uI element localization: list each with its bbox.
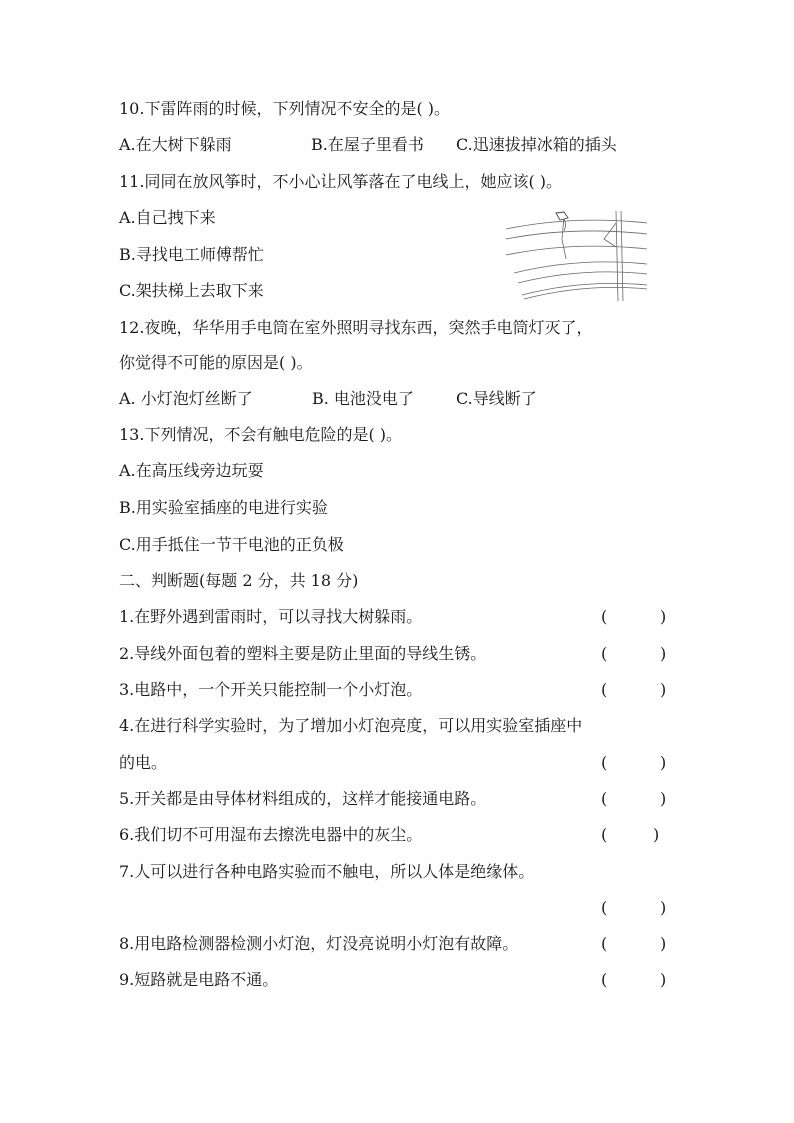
tf-item-1: 1.在野外遇到雷雨时，可以寻找大树躲雨。 xyxy=(119,607,423,626)
q12-stem-line2: 你觉得不可能的原因是( )。 xyxy=(119,353,313,372)
q10-option-a: A.在大树下躲雨 xyxy=(119,135,232,154)
q11-option-a: A.自己拽下来 xyxy=(119,208,216,227)
section-heading: 二、判断题(每题 2 分，共 18 分) xyxy=(119,571,359,590)
q11-option-b: B.寻找电工师傅帮忙 xyxy=(119,245,264,264)
q13-option-a: A.在高压线旁边玩耍 xyxy=(119,461,264,480)
tf-item-4: 4.在进行科学实验时，为了增加小灯泡亮度，可以用实验室插座中 xyxy=(119,716,583,735)
q13-stem: 13.下列情况，不会有触电危险的是( )。 xyxy=(119,425,403,444)
tf-item-6: 6.我们切不可用湿布去擦洗电器中的灰尘。 xyxy=(119,825,423,844)
tf-item-4-continued: 的电。 xyxy=(119,753,168,772)
tf-item-5: 5.开关都是由导体材料组成的，这样才能接通电路。 xyxy=(119,789,487,808)
q12-option-c: C.导线断了 xyxy=(456,389,537,408)
q10-option-b: B.在屋子里看书 xyxy=(311,135,424,154)
q10-option-c: C.迅速拔掉冰箱的插头 xyxy=(456,135,617,154)
kite-on-power-line-illustration xyxy=(504,209,650,301)
tf-item-8: 8.用电路检测器检测小灯泡，灯没亮说明小灯泡有故障。 xyxy=(119,934,519,953)
tf-item-9: 9.短路就是电路不通。 xyxy=(119,970,279,989)
tf-item-2: 2.导线外面包着的塑料主要是防止里面的导线生锈。 xyxy=(119,644,487,663)
q12-option-a: A. 小灯泡灯丝断了 xyxy=(119,389,253,408)
q13-option-c: C.用手抵住一节干电池的正负极 xyxy=(119,535,344,554)
q11-option-c: C.架扶梯上去取下来 xyxy=(119,281,264,300)
q13-option-b: B.用实验室插座的电进行实验 xyxy=(119,498,328,517)
q12-stem-line1: 12.夜晚，华华用手电筒在室外照明寻找东西，突然手电筒灯灭了， xyxy=(119,318,593,337)
q10-stem: 10.下雷阵雨的时候，下列情况不安全的是( )。 xyxy=(119,99,451,118)
tf-item-7: 7.人可以进行各种电路实验而不触电，所以人体是绝缘体。 xyxy=(119,862,535,881)
q11-stem: 11.同同在放风筝时，不小心让风筝落在了电线上，她应该( )。 xyxy=(119,172,563,191)
q12-option-b: B. 电池没电了 xyxy=(312,389,414,408)
tf-item-3: 3.电路中，一个开关只能控制一个小灯泡。 xyxy=(119,680,423,699)
